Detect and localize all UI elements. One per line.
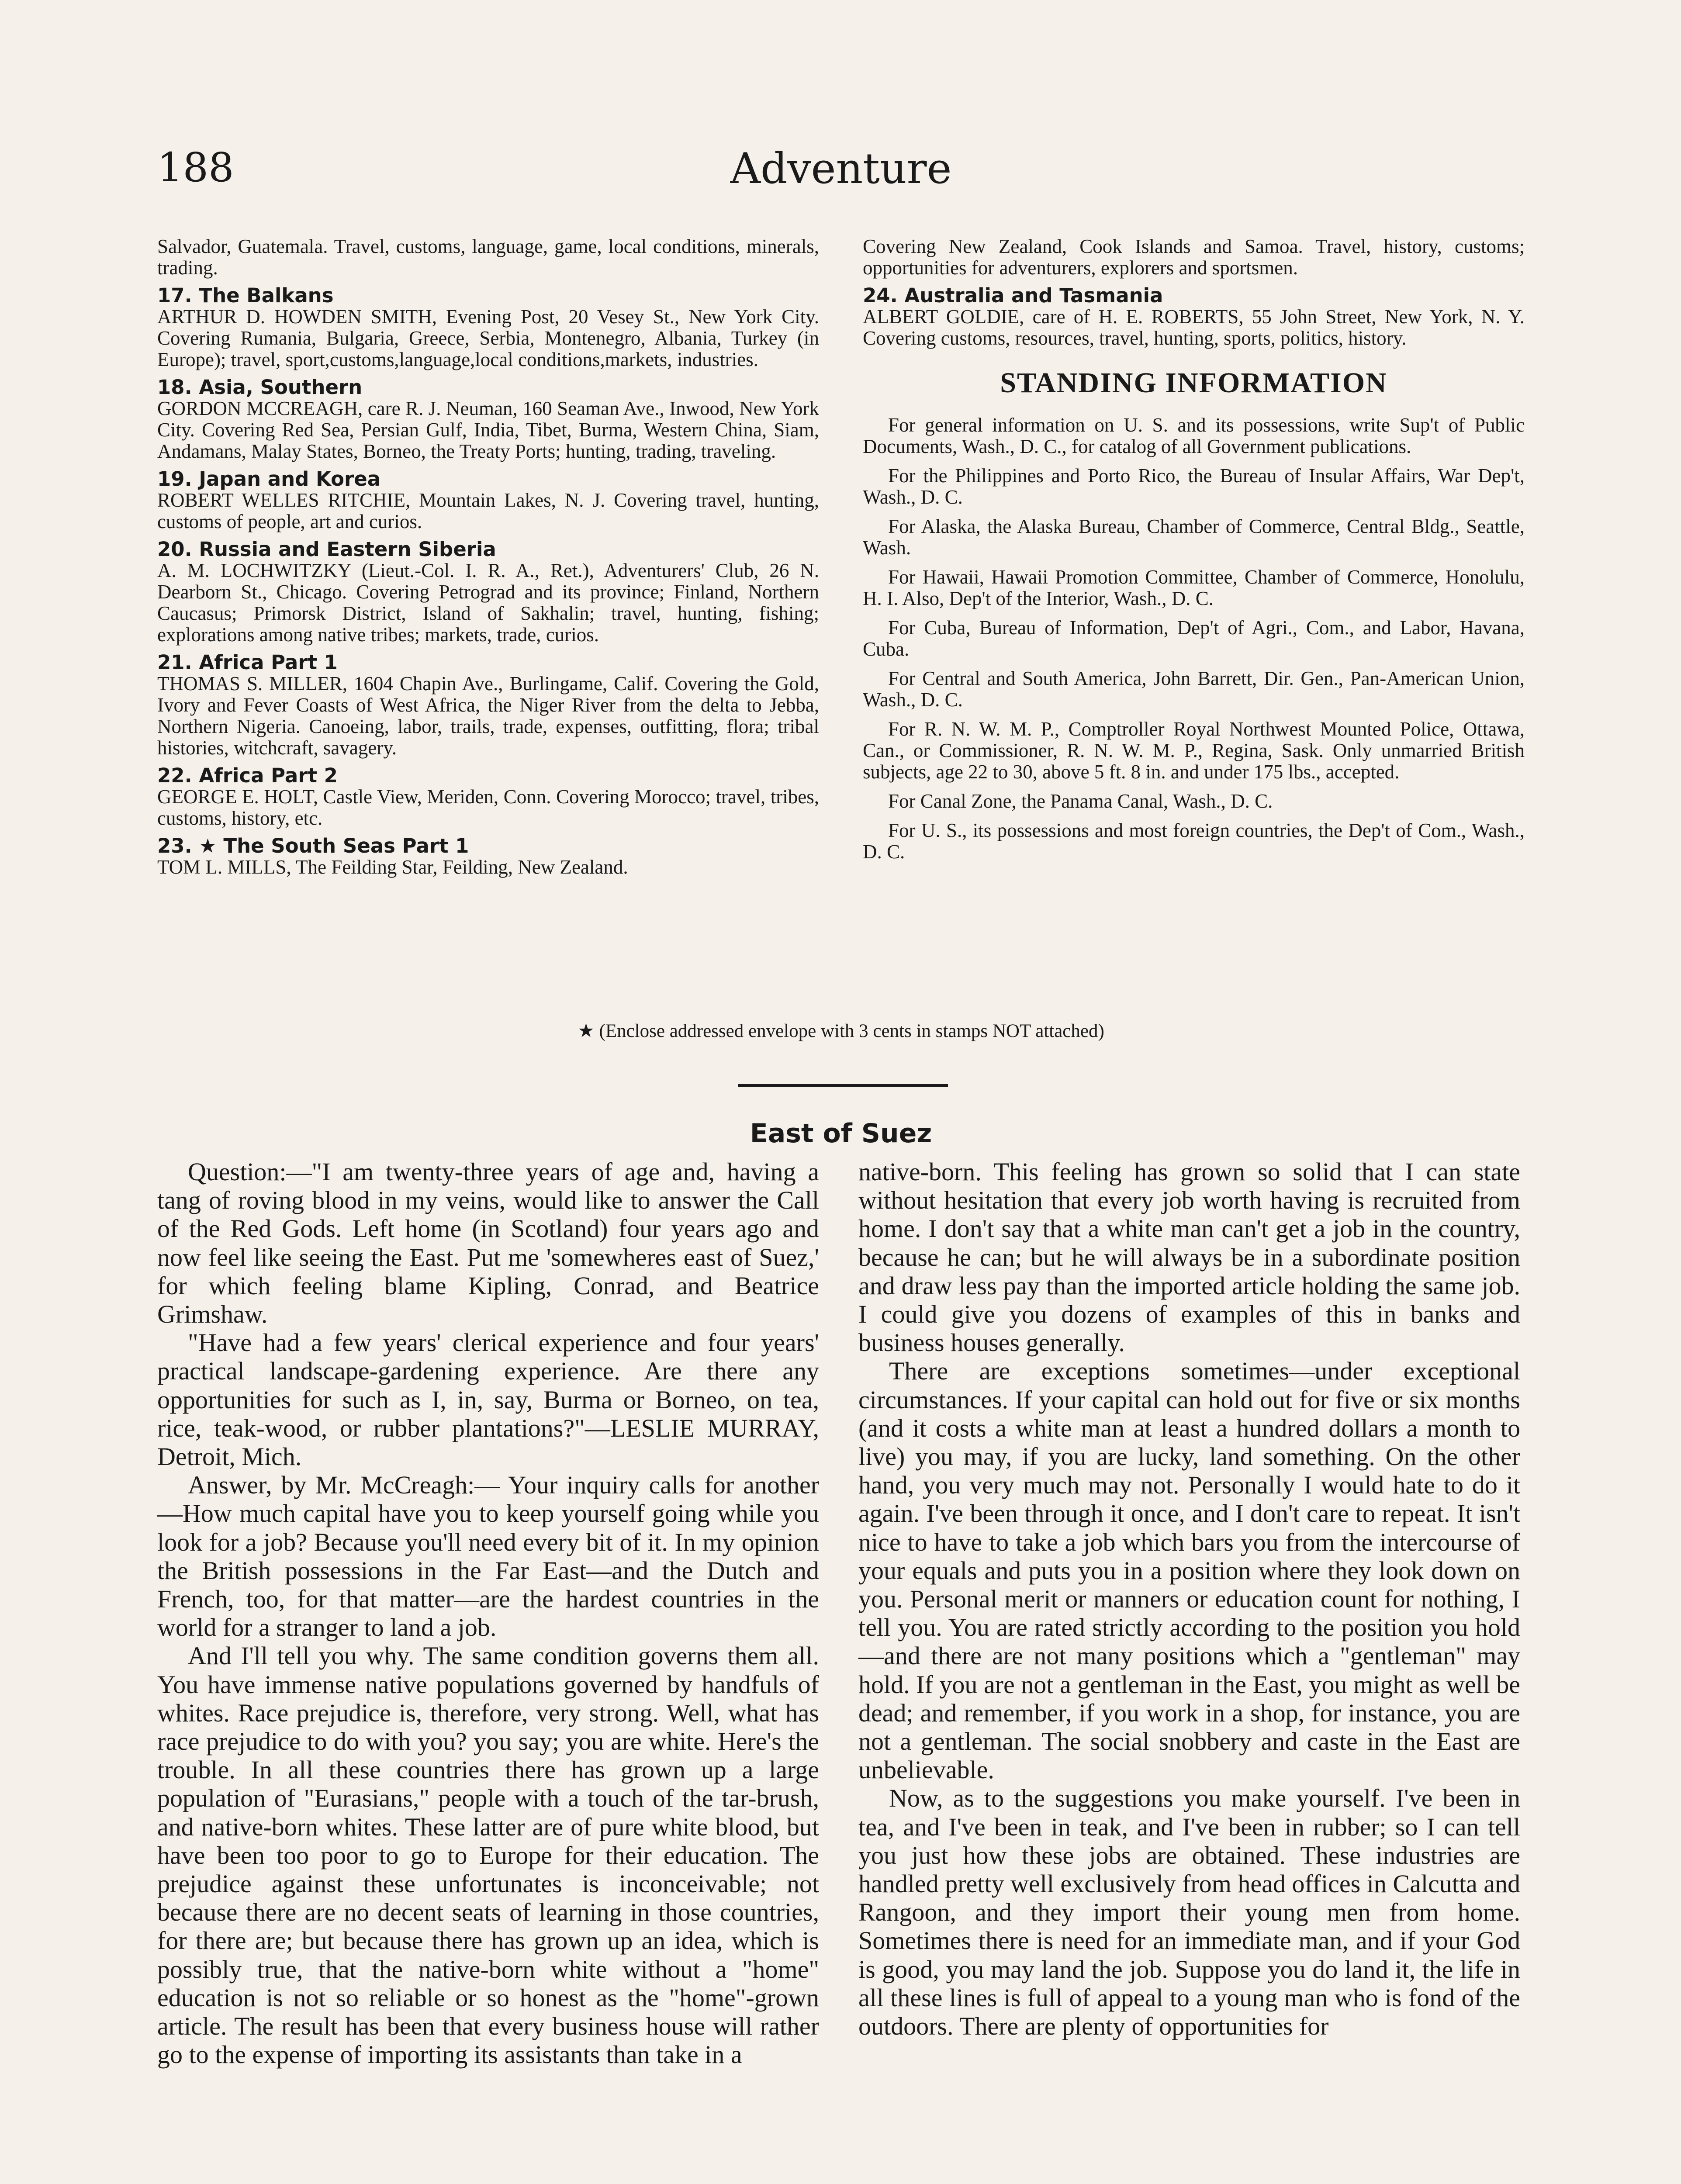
article-right-column (858, 1158, 1520, 2040)
article-paragraph: And I'll tell you why. The same condition governs them all. You have immense native populations governed by handfuls of whites. Race prejudice is, therefore, very strong. Well, what has race prejudice to do with you? you say; you are white. Here's the trouble. In all these countries there has grown up a large population of "Eurasians," people with a touch of the tar-brush, and native-born whites. These latter are of pure white blood, but have been too poor to go to Europe for their education. The prejudice against these unfortunates is inconceivable; not because there are no decent seats of learning in those countries, for there are; but because there has grown up an idea, which is possibly true, that the native-born white without a "home" education is not so reliable or so honest as the "home"-grown article. The result has been that every business house will rather go to the expense of importing its assistants than take in a (157, 1641, 819, 2069)
standing-item: For Cuba, Bureau of Information, Dep't of Agri., Com., and Labor, Havana, Cuba. (863, 617, 1525, 660)
standing-item: For Central and South America, John Barrett, Dir. Gen., Pan-American Union, Wash., D. C. (863, 667, 1525, 711)
standing-item: For Canal Zone, the Panama Canal, Wash., D. C. (888, 790, 1273, 812)
directory-entry (157, 377, 819, 462)
entry-body: Covering New Zealand, Cook Islands and Samoa. Travel, history, customs; opportunities for adventurers, explorers and sportsmen. (863, 235, 1525, 279)
standing-item: For U. S., its possessions and most foreign countries, the Dep't of Com., Wash., D. C. (863, 819, 1525, 863)
directory-right-column (863, 236, 1525, 871)
standing-information-heading: STANDING INFORMATION (1000, 367, 1387, 399)
article-left-column (157, 1158, 819, 2069)
section-heading: East of Suez (750, 1118, 932, 1149)
article-paragraph: There are exceptions sometimes—under exceptional circumstances. If your capital can hold out for five or six months (and it costs a white man at least a hundred dollars a month to live) you may, if you are lucky, land something. On the other hand, you very much may not. Personally I would hate to do it again. I've been through it once, and I don't care to repeat. It isn't nice to have to take a job which bars you from the intercourse of your equals and puts you in a position where they look down on you. Personal merit or manners or education count for nothing, I tell you. You are rated strictly according to the position you hold—and there are not many positions which a "gentleman" may hold. If you are not a gentleman in the East, you might as well be dead; and remember, if you work in a shop, for instance, you are not a gentleman. The social snobbery and caste in the East are unbelievable. (858, 1357, 1520, 1784)
directory-entry (157, 539, 819, 646)
directory-entry (157, 468, 819, 532)
entry-title: 24. Australia and Tasmania (863, 284, 1163, 307)
directory-entry (157, 765, 819, 829)
standing-item: For Alaska, the Alaska Bureau, Chamber of Commerce, Central Bldg., Seattle, Wash. (863, 515, 1525, 559)
running-title: Adventure (730, 144, 952, 193)
directory-entry (157, 285, 819, 370)
entry-body: ROBERT WELLES RITCHIE, Mountain Lakes, N. J. Covering travel, hunting, customs of people, art and curios. (157, 489, 819, 532)
article-paragraph: "Have had a few years' clerical experience and four years' practical landscape-gardening experience. Are there any opportunities for such as I, in, say, Burma or Borneo, on tea, rice, teak-wood, or rubber plantations?"—LESLIE MURRAY, Detroit, Mich. (157, 1328, 819, 1471)
entry-title: 17. The Balkans (157, 284, 334, 307)
directory-entry (863, 285, 1525, 349)
entry-body: ALBERT GOLDIE, care of H. E. ROBERTS, 55 John Street, New York, N. Y. Covering customs, resources, travel, hunting, sports, politics, history. (863, 306, 1525, 349)
standing-item: For R. N. W. M. P., Comptroller Royal Northwest Mounted Police, Ottawa, Can., or Commissioner, R. N. W. M. P., Regina, Sask. Only unmarried British subjects, age 22 to 30, above 5 ft. 8 in. and under 175 lbs., accepted. (863, 718, 1525, 783)
entry-body: GEORGE E. HOLT, Castle View, Meriden, Conn. Covering Morocco; travel, tribes, customs, history, etc. (157, 786, 819, 829)
entry-title: 19. Japan and Korea (157, 467, 381, 491)
entry-body: A. M. LOCHWITZKY (Lieut.-Col. I. R. A., Ret.), Adventurers' Club, 26 N. Dearborn St., Chicago. Covering Petrograd and its province; Finland, Northern Caucasus; Primorsk District, Island of Sakhalin; travel, hunting, fishing; explorations among native tribes; markets, trade, curios. (157, 560, 819, 646)
entry-title: 18. Asia, Southern (157, 376, 363, 399)
standing-item: For the Philippines and Porto Rico, the Bureau of Insular Affairs, War Dep't, Wash., D. C. (863, 465, 1525, 508)
entry-title: 23. ★ The South Seas Part 1 (157, 834, 469, 857)
page-number: 188 (157, 144, 234, 191)
standing-item: For Hawaii, Hawaii Promotion Committee, Chamber of Commerce, Honolulu, H. I. Also, Dep't of the Interior, Wash., D. C. (863, 566, 1525, 609)
entry-title: 21. Africa Part 1 (157, 651, 338, 674)
entry-body: TOM L. MILLS, The Feilding Star, Feilding, New Zealand. (157, 856, 628, 878)
standing-item: For general information on U. S. and its possessions, write Sup't of Public Documents, Wash., D. C., for catalog of all Government publications. (863, 414, 1525, 457)
entry-body: Salvador, Guatemala. Travel, customs, language, game, local conditions, minerals, trading. (157, 235, 819, 279)
article-paragraph: native-born. This feeling has grown so solid that I can state without hesitation that every job worth having is recruited from home. I don't say that a white man can't get a job in the country, because he can; but he will always be in a subordinate position and draw less pay than the imported article holding the same job. I could give you dozens of examples of this in banks and business houses generally. (858, 1158, 1520, 1357)
directory-left-column (157, 236, 819, 884)
article-paragraph: Answer, by Mr. McCreagh:— Your inquiry calls for another—How much capital have you to keep yourself going while you look for a job? Because you'll need every bit of it. In my opinion the British possessions in the Far East—and the Dutch and French, too, for that matter—are the hardest countries in the world for a stranger to land a job. (157, 1471, 819, 1642)
directory-entry (157, 835, 819, 878)
directory-entry (157, 236, 819, 279)
entry-body: THOMAS S. MILLER, 1604 Chapin Ave., Burlingame, Calif. Covering the Gold, Ivory and Fever Coasts of West Africa, the Niger River from the delta to Jebba, Northern Nigeria. Canoeing, labor, trails, trade, expenses, outfitting, flora; tribal histories, witchcraft, savagery. (157, 673, 819, 759)
entry-title: 20. Russia and Eastern Siberia (157, 538, 496, 561)
page-header (157, 144, 1525, 210)
stamp-footnote: ★ (Enclose addressed envelope with 3 cents in stamps NOT attached) (578, 1021, 1104, 1041)
entry-body: ARTHUR D. HOWDEN SMITH, Evening Post, 20 Vesey St., New York City. Covering Rumania, Bulgaria, Greece, Serbia, Montenegro, Albania, Turkey (in Europe); travel, sport,customs,language,local conditions,markets, industries. (157, 306, 819, 370)
article-paragraph: Now, as to the suggestions you make yourself. I've been in tea, and I've been in teak, and I've been in rubber; so I can tell you just how these jobs are obtained. These industries are handled pretty well exclusively from head offices in Calcutta and Rangoon, and they import their young men from home. Sometimes there is need for an immediate man, and if your God is good, you may land the job. Suppose you do land it, the life in all these lines is full of appeal to a young man who is fond of the outdoors. There are plenty of opportunities for (858, 1784, 1520, 2041)
entry-title: 22. Africa Part 2 (157, 764, 338, 787)
directory-entry (157, 652, 819, 759)
article-paragraph: Question:—"I am twenty-three years of age and, having a tang of roving blood in my veins, would like to answer the Call of the Red Gods. Left home (in Scotland) four years ago and now feel like seeing the East. Put me 'somewheres east of Suez,' for which feeling blame Kipling, Conrad, and Beatrice Grimshaw. (157, 1158, 819, 1329)
entry-body: GORDON MCCREAGH, care R. J. Neuman, 160 Seaman Ave., Inwood, New York City. Covering Red Sea, Persian Gulf, India, Tibet, Burma, Western China, Siam, Andamans, Malay States, Borneo, the Treaty Ports; hunting, trading, traveling. (157, 397, 819, 462)
section-divider (738, 1084, 948, 1087)
directory-entry (863, 236, 1525, 279)
